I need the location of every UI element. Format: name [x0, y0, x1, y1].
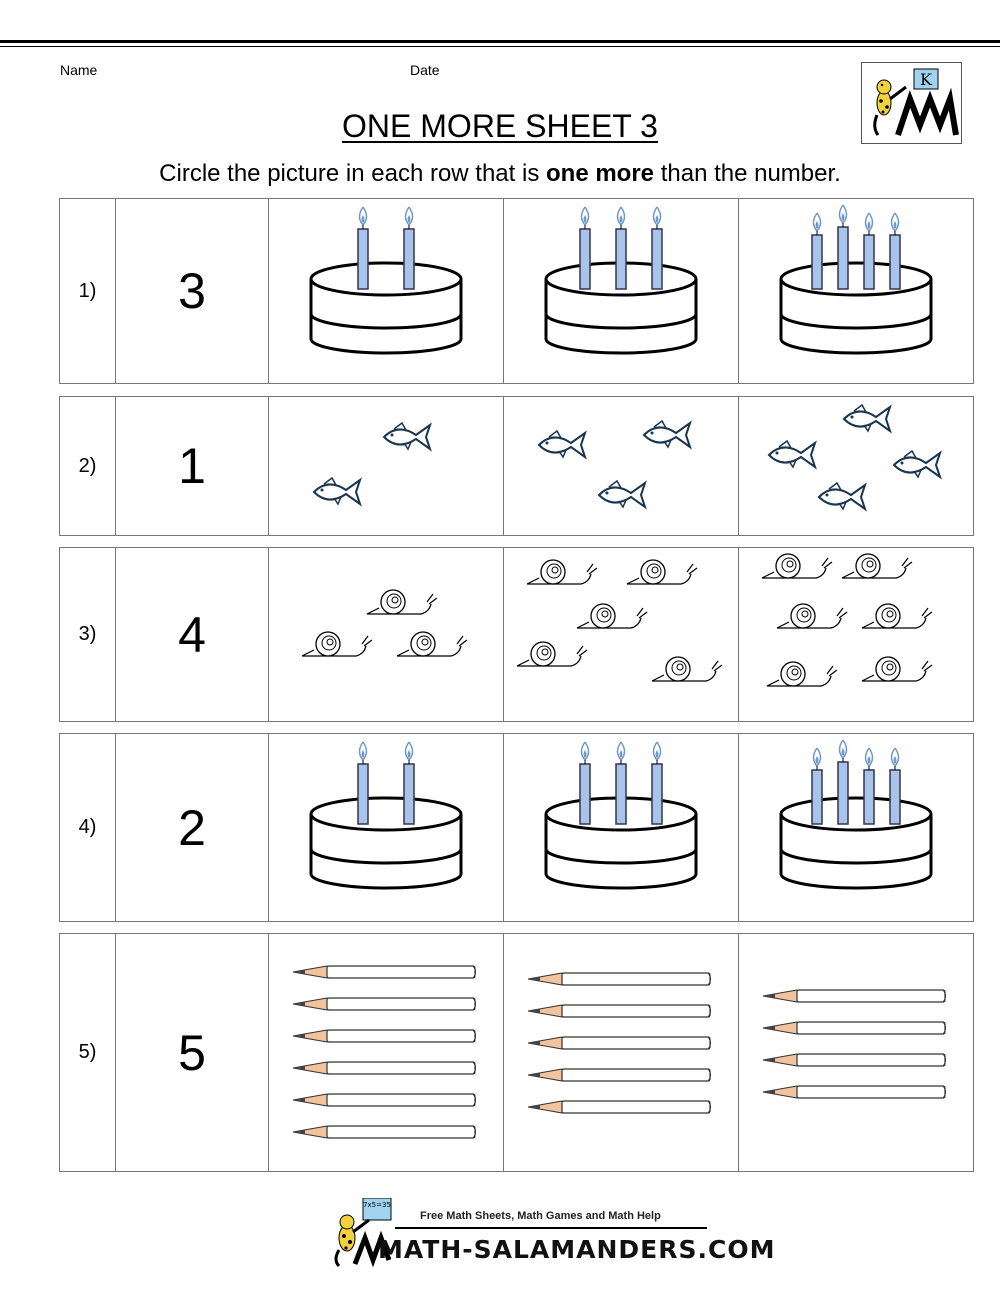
choice-picture-1[interactable] — [269, 548, 504, 722]
candle — [616, 229, 626, 289]
candle — [890, 235, 900, 289]
pencil — [763, 1022, 946, 1034]
date-label: Date — [410, 62, 440, 78]
snail — [627, 560, 697, 584]
target-number: 5 — [116, 934, 269, 1172]
snail — [517, 642, 587, 666]
snail — [862, 604, 932, 628]
choice-picture-2[interactable] — [504, 734, 739, 922]
name-label: Name — [60, 62, 98, 78]
fish — [894, 451, 940, 477]
pencil — [763, 1054, 946, 1066]
candle — [890, 770, 900, 824]
candle — [404, 229, 414, 289]
choice-picture-1[interactable] — [269, 934, 504, 1172]
candle — [812, 235, 822, 289]
footer-badge: 7x5=35 — [363, 1201, 391, 1209]
snail — [577, 604, 647, 628]
candle — [358, 229, 368, 289]
candle — [404, 764, 414, 824]
choice-picture-1[interactable] — [269, 734, 504, 922]
choice-picture-1[interactable] — [269, 397, 504, 536]
question-row-4 — [59, 733, 974, 922]
choice-picture-2[interactable] — [504, 397, 739, 536]
question-row-3 — [59, 547, 974, 722]
pencil — [293, 1030, 476, 1042]
choice-picture-3[interactable] — [739, 934, 974, 1172]
instructions: Circle the picture in each row that is one more than the number. — [159, 160, 841, 187]
snail — [767, 662, 837, 686]
snail — [527, 560, 597, 584]
candle — [812, 770, 822, 824]
pencil — [528, 1037, 711, 1049]
pencil — [528, 1069, 711, 1081]
question-row-5 — [59, 933, 974, 1172]
candle — [358, 764, 368, 824]
row-label: 4) — [60, 734, 116, 922]
logo-letter: K — [920, 70, 932, 89]
row-label: 2) — [60, 397, 116, 536]
pencil — [763, 1086, 946, 1098]
candle — [652, 764, 662, 824]
pencil — [293, 966, 476, 978]
fish — [769, 441, 815, 467]
target-number: 2 — [116, 734, 269, 922]
page-title: ONE MORE SHEET 3 — [342, 108, 658, 144]
pencil — [293, 1062, 476, 1074]
pencil — [528, 1005, 711, 1017]
question-row-1 — [59, 198, 974, 384]
footer-rule — [395, 1227, 707, 1229]
question-row-2 — [59, 396, 974, 536]
snail — [762, 554, 832, 578]
snail — [302, 632, 372, 656]
pencil — [293, 998, 476, 1010]
pencil — [763, 990, 946, 1002]
candle — [864, 235, 874, 289]
row-label: 1) — [60, 199, 116, 384]
candle — [652, 229, 662, 289]
fish — [644, 421, 690, 447]
top-rule — [0, 40, 1000, 43]
fish — [599, 481, 645, 507]
fish — [314, 478, 360, 504]
row-label: 3) — [60, 548, 116, 722]
candle — [838, 762, 848, 824]
choice-picture-3[interactable] — [739, 734, 974, 922]
fish — [384, 423, 430, 449]
candle — [580, 229, 590, 289]
pencil — [528, 1101, 711, 1113]
candle — [580, 764, 590, 824]
choice-picture-2[interactable] — [504, 548, 739, 722]
choice-picture-3[interactable] — [739, 397, 974, 536]
candle — [838, 227, 848, 289]
target-number: 4 — [116, 548, 269, 722]
choice-picture-2[interactable] — [504, 199, 739, 384]
choice-picture-1[interactable] — [269, 199, 504, 384]
target-number: 1 — [116, 397, 269, 536]
pencil — [293, 1094, 476, 1106]
snail — [777, 604, 847, 628]
footer-site: MATH-SALAMANDERS.COM — [378, 1235, 776, 1264]
choice-picture-3[interactable] — [739, 548, 974, 722]
snail — [862, 657, 932, 681]
candle — [864, 770, 874, 824]
fish — [819, 483, 865, 509]
footer-tagline: Free Math Sheets, Math Games and Math Help — [420, 1210, 661, 1222]
snail — [397, 632, 467, 656]
fish — [844, 405, 890, 431]
snail — [652, 657, 722, 681]
fish — [539, 431, 585, 457]
candle — [616, 764, 626, 824]
pencil — [293, 1126, 476, 1138]
choice-picture-3[interactable] — [739, 199, 974, 384]
choice-picture-2[interactable] — [504, 934, 739, 1172]
snail — [367, 590, 437, 614]
pencil — [528, 973, 711, 985]
snail — [842, 554, 912, 578]
target-number: 3 — [116, 199, 269, 384]
row-label: 5) — [60, 934, 116, 1172]
top-rule-thin — [0, 46, 1000, 47]
